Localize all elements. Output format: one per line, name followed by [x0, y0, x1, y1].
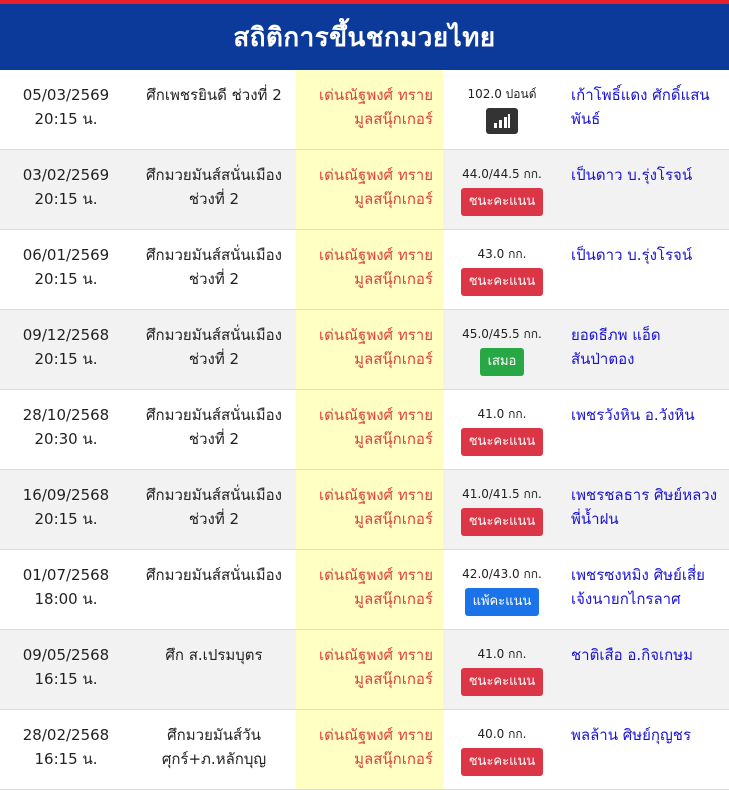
fighter-cell	[296, 310, 443, 389]
opponent-name[interactable]: พลล้าน ศิษย์กุญชร	[571, 726, 692, 744]
result-badge: ชนะคะแนน	[461, 268, 544, 296]
weight-value: 42.0/43.0 กก.	[462, 567, 542, 581]
weight-value: 40.0 กก.	[477, 727, 527, 741]
fight-time: 20:15 น.	[34, 110, 98, 128]
opponent-name-line2[interactable]: พี่น้ำฝน	[571, 510, 619, 528]
fight-time: 18:00 น.	[34, 590, 98, 608]
table-row	[0, 150, 729, 230]
fight-date: 16/09/2568	[22, 486, 110, 504]
fight-date: 28/02/2568	[22, 726, 110, 744]
fighter-cell	[296, 470, 443, 549]
weight-result-cell	[443, 230, 561, 309]
fight-date: 09/12/2568	[22, 326, 110, 344]
fighter-name: เด่นณัฐพงศ์ ทราย	[319, 326, 433, 344]
weight-result-cell	[443, 710, 561, 789]
opponent-name[interactable]: ชาติเสือ อ.กิจเกษม	[571, 646, 694, 664]
fighter-cell	[296, 150, 443, 229]
fighter-cell	[296, 70, 443, 149]
event-name: ศึก ส.เปรมบุตร	[165, 646, 263, 664]
event-cell	[132, 390, 296, 469]
fight-date-cell	[0, 70, 132, 149]
table-row	[0, 70, 729, 150]
fight-date: 09/05/2568	[22, 646, 110, 664]
opponent-name[interactable]: ยอดธีภพ แอ็ด	[571, 326, 661, 344]
event-cell	[132, 710, 296, 789]
weight-result-cell	[443, 550, 561, 629]
page-title: สถิติการขึ้นชกมวยไทย	[0, 4, 729, 70]
event-name-line2: ศุกร์+ภ.หลักบุญ	[161, 750, 267, 768]
fight-time: 20:15 น.	[34, 190, 98, 208]
weight-result-cell	[443, 630, 561, 709]
fighter-cell	[296, 390, 443, 469]
table-row	[0, 550, 729, 630]
result-badge: ชนะคะแนน	[461, 188, 544, 216]
opponent-cell[interactable]	[561, 470, 729, 549]
fight-date: 06/01/2569	[22, 246, 110, 264]
fight-date-cell	[0, 230, 132, 309]
fight-record-table	[0, 70, 729, 790]
result-badge: ชนะคะแนน	[461, 668, 544, 696]
opponent-name[interactable]: เก้าโพธิ์แดง ศักดิ์แสน	[571, 86, 710, 104]
fighter-name: เด่นณัฐพงศ์ ทราย	[319, 486, 433, 504]
event-name: ศึกมวยมันส์สนั่นเมือง	[145, 566, 282, 584]
weight-value: 102.0 ปอนด์	[467, 87, 537, 101]
fight-time: 20:30 น.	[34, 430, 98, 448]
fight-date-cell	[0, 710, 132, 789]
opponent-name-line2[interactable]: สันป่าตอง	[571, 350, 635, 368]
event-name: ศึกมวยมันส์วัน	[167, 726, 261, 744]
fighter-name: เด่นณัฐพงศ์ ทราย	[319, 726, 433, 744]
opponent-cell[interactable]	[561, 70, 729, 149]
fight-date-cell	[0, 470, 132, 549]
weight-result-cell	[443, 310, 561, 389]
event-cell	[132, 230, 296, 309]
fight-date: 28/10/2568	[22, 406, 110, 424]
fight-date: 01/07/2568	[22, 566, 110, 584]
opponent-cell[interactable]	[561, 150, 729, 229]
fighter-name-line2: มูลสนุ๊กเกอร์	[354, 510, 433, 528]
fight-time: 16:15 น.	[34, 670, 98, 688]
opponent-cell[interactable]	[561, 310, 729, 389]
weight-result-cell	[443, 150, 561, 229]
weight-value: 43.0 กก.	[477, 247, 527, 261]
stats-chart-icon[interactable]	[486, 108, 518, 134]
event-cell	[132, 150, 296, 229]
event-name-line2: ช่วงที่ 2	[188, 190, 240, 208]
table-row	[0, 710, 729, 790]
fight-date-cell	[0, 550, 132, 629]
opponent-name[interactable]: เป็นดาว บ.รุ่งโรจน์	[571, 246, 693, 264]
event-name-line2: ช่วงที่ 2	[188, 510, 240, 528]
table-row	[0, 390, 729, 470]
event-name: ศึกมวยมันส์สนั่นเมือง	[145, 486, 282, 504]
fight-date: 03/02/2569	[22, 166, 110, 184]
event-cell	[132, 310, 296, 389]
weight-value: 41.0/41.5 กก.	[462, 487, 542, 501]
opponent-name[interactable]: เพชรซงหมิง ศิษย์เสี่ย	[571, 566, 705, 584]
fighter-name-line2: มูลสนุ๊กเกอร์	[354, 670, 433, 688]
event-cell	[132, 550, 296, 629]
fighter-cell	[296, 630, 443, 709]
fight-date-cell	[0, 310, 132, 389]
result-badge: ชนะคะแนน	[461, 748, 544, 776]
weight-value: 44.0/44.5 กก.	[462, 167, 542, 181]
weight-value: 41.0 กก.	[477, 407, 527, 421]
event-name: ศึกมวยมันส์สนั่นเมือง	[145, 246, 282, 264]
opponent-cell[interactable]	[561, 230, 729, 309]
fighter-name: เด่นณัฐพงศ์ ทราย	[319, 406, 433, 424]
result-badge: ชนะคะแนน	[461, 428, 544, 456]
fight-date: 05/03/2569	[22, 86, 110, 104]
opponent-cell[interactable]	[561, 710, 729, 789]
fighter-name-line2: มูลสนุ๊กเกอร์	[354, 430, 433, 448]
event-cell	[132, 470, 296, 549]
event-name-line2: ช่วงที่ 2	[188, 270, 240, 288]
event-cell	[132, 70, 296, 149]
event-name-line2: ช่วงที่ 2	[188, 350, 240, 368]
fight-time: 20:15 น.	[34, 510, 98, 528]
opponent-name[interactable]: เพชรชลธาร ศิษย์หลวง	[571, 486, 718, 504]
event-cell	[132, 630, 296, 709]
opponent-name-line2[interactable]: พันธ์	[571, 110, 601, 128]
event-name: ศึกมวยมันส์สนั่นเมือง	[145, 326, 282, 344]
event-name: ศึกมวยมันส์สนั่นเมือง	[145, 406, 282, 424]
fighter-name-line2: มูลสนุ๊กเกอร์	[354, 110, 433, 128]
fighter-name-line2: มูลสนุ๊กเกอร์	[354, 750, 433, 768]
fighter-name: เด่นณัฐพงศ์ ทราย	[319, 246, 433, 264]
table-row	[0, 310, 729, 390]
opponent-cell[interactable]	[561, 630, 729, 709]
fighter-name: เด่นณัฐพงศ์ ทราย	[319, 646, 433, 664]
opponent-cell[interactable]	[561, 390, 729, 469]
fighter-name: เด่นณัฐพงศ์ ทราย	[319, 566, 433, 584]
fight-time: 20:15 น.	[34, 270, 98, 288]
fighter-name: เด่นณัฐพงศ์ ทราย	[319, 86, 433, 104]
fighter-name: เด่นณัฐพงศ์ ทราย	[319, 166, 433, 184]
result-badge: เสมอ	[480, 348, 525, 376]
weight-value: 45.0/45.5 กก.	[462, 327, 542, 341]
weight-result-cell	[443, 70, 561, 149]
opponent-name-line2[interactable]: เจ้งนายกไกรลาศ	[571, 590, 681, 608]
table-row	[0, 470, 729, 550]
fighter-name-line2: มูลสนุ๊กเกอร์	[354, 350, 433, 368]
opponent-name[interactable]: เป็นดาว บ.รุ่งโรจน์	[571, 166, 693, 184]
table-row	[0, 230, 729, 310]
fight-date-cell	[0, 630, 132, 709]
result-badge: ชนะคะแนน	[461, 508, 544, 536]
event-name: ศึกมวยมันส์สนั่นเมือง	[145, 166, 282, 184]
opponent-name[interactable]: เพชรวังหิน อ.วังหิน	[571, 406, 695, 424]
fighter-cell	[296, 550, 443, 629]
event-name: ศึกเพชรยินดี ช่วงที่ 2	[146, 86, 282, 104]
fighter-cell	[296, 230, 443, 309]
fighter-name-line2: มูลสนุ๊กเกอร์	[354, 270, 433, 288]
fighter-name-line2: มูลสนุ๊กเกอร์	[354, 590, 433, 608]
result-badge: แพ้คะแนน	[465, 588, 540, 616]
table-row	[0, 630, 729, 710]
fighter-name-line2: มูลสนุ๊กเกอร์	[354, 190, 433, 208]
fight-date-cell	[0, 390, 132, 469]
fight-time: 16:15 น.	[34, 750, 98, 768]
fighter-cell	[296, 710, 443, 789]
weight-result-cell	[443, 390, 561, 469]
opponent-cell[interactable]	[561, 550, 729, 629]
weight-result-cell	[443, 470, 561, 549]
weight-value: 41.0 กก.	[477, 647, 527, 661]
fight-time: 20:15 น.	[34, 350, 98, 368]
event-name-line2: ช่วงที่ 2	[188, 430, 240, 448]
fight-date-cell	[0, 150, 132, 229]
